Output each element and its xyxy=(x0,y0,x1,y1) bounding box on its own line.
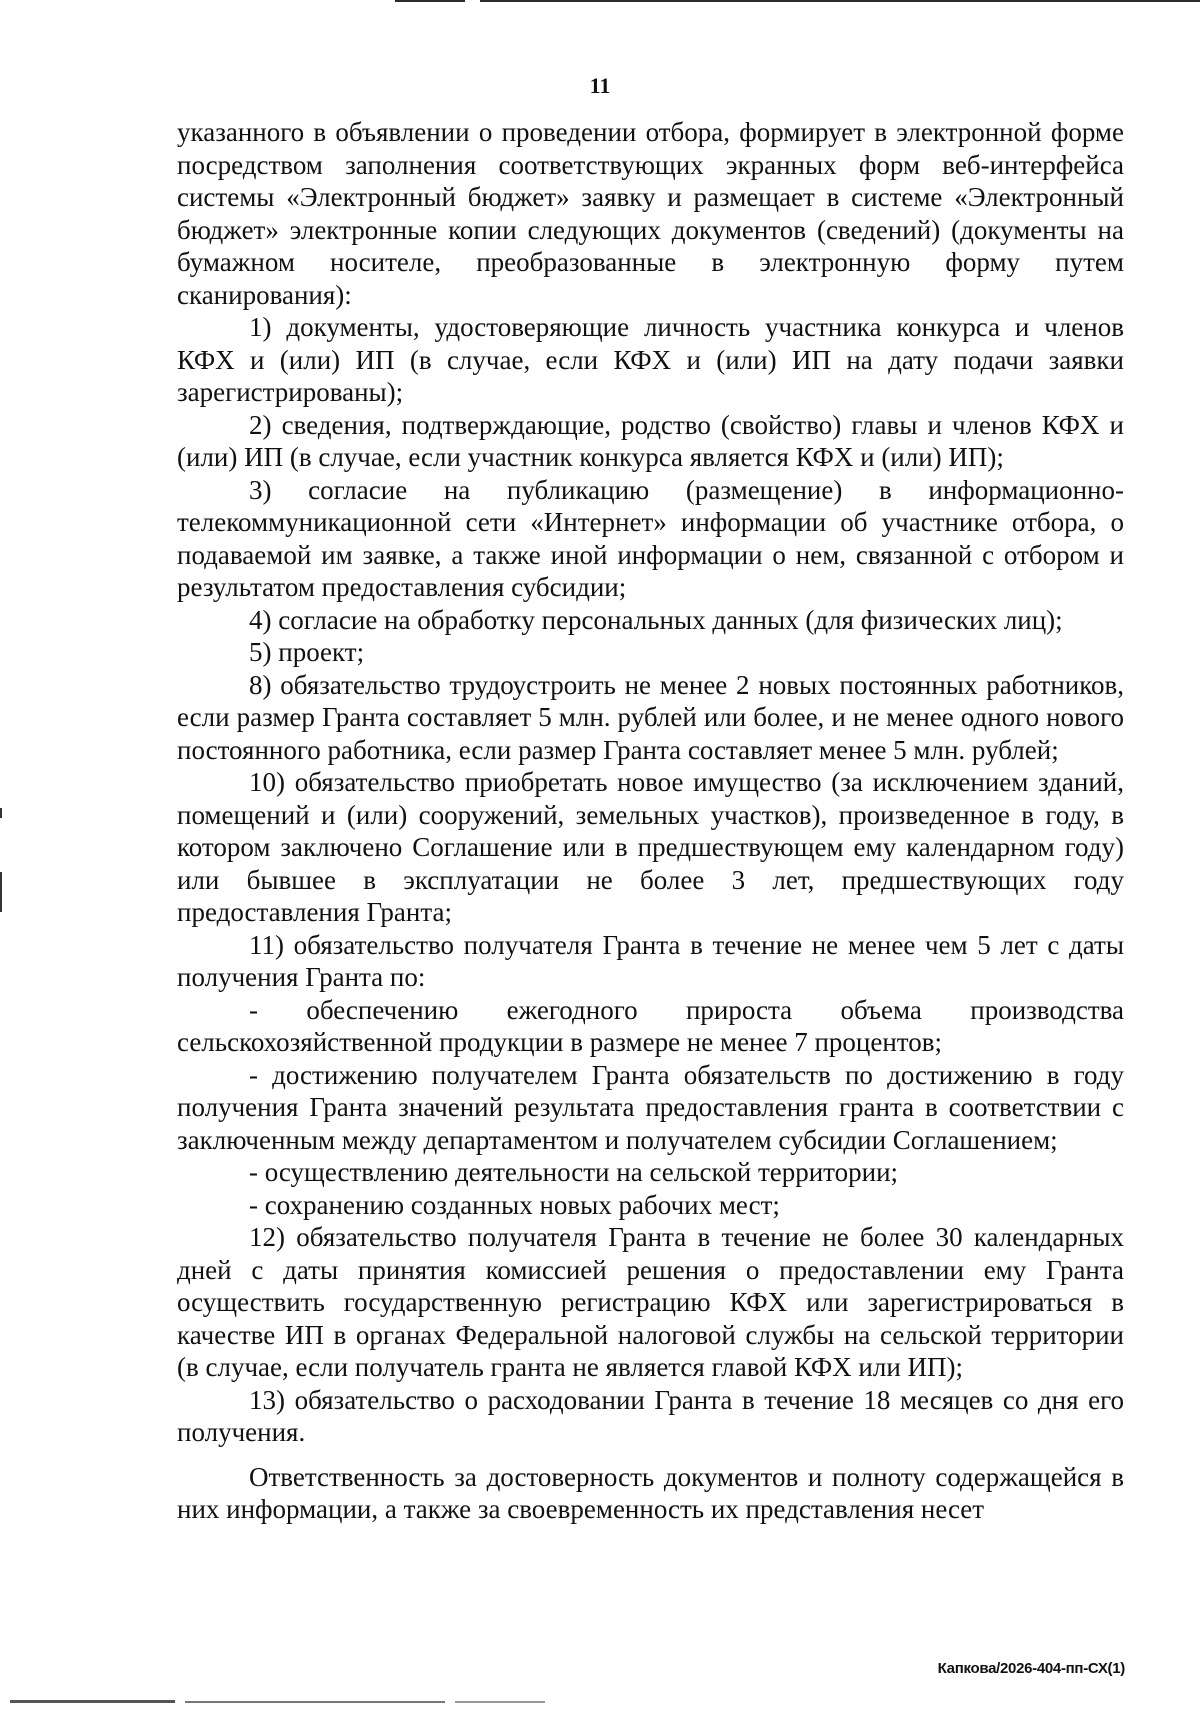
document-code: Капкова/2026-404-пп-СХ(1) xyxy=(937,1660,1125,1677)
list-item-1: 1) документы, удостоверяющие личность участника конкурса и членов КФХ и (или) ИП (в случае, если КФХ и (или) ИП на дату подачи заявки зарегистрированы); xyxy=(177,312,1124,407)
scan-edge-bottom xyxy=(455,1701,545,1703)
scan-edge-bottom xyxy=(185,1701,445,1703)
list-item-11: 11) обязательство получателя Гранта в течение не менее чем 5 лет с даты получения Гранта по: xyxy=(177,929,1124,992)
paragraph-responsibility: Ответственность за достоверность документов и полноту содержащейся в них информации, а также за своевременность их представления несет xyxy=(177,1461,1124,1524)
paragraph-continuation: указанного в объявлении о проведении отбора, формирует в электронной форме посредством заполнения соответствующих экранных форм веб-интерфейса системы «Электронный бюджет» заявку и размещает в системе «Электронный бюджет» электронные копии следующих документов (сведений) (документы на бумажном носителе, преобразованные в электронную форму путем сканирования): xyxy=(177,117,1124,310)
sub-item-rural-activity: - осуществлению деятельности на сельской территории; xyxy=(249,1157,899,1187)
list-item-12: 12) обязательство получателя Гранта в течение не более 30 календарных дней с даты принятия комиссией решения о предоставлении ему Гранта осуществить государственную регистрацию КФХ или зарегистрироваться в качестве ИП в органах Федеральной налоговой службы на сельской территории (в случае, если получатель гранта не является главой КФХ или ИП); xyxy=(177,1222,1124,1382)
list-item-5: 5) проект; xyxy=(249,637,365,667)
list-item-3: 3) согласие на публикацию (размещение) в информационно-телекоммуникационной сети «Интернет» информации об участнике отбора, о подаваемой им заявке, а также иной информации о нем, связанной с отбором и результатом предоставления субсидии; xyxy=(177,474,1124,602)
list-item-8: 8) обязательство трудоустроить не менее 2 новых постоянных работников, если размер Гранта составляет 5 млн. рублей или более, и не менее одного нового постоянного работника, если размер Гранта составляет менее 5 млн. рублей; xyxy=(177,669,1124,765)
sub-item-jobs: - сохранению созданных новых рабочих мест; xyxy=(249,1189,780,1220)
scan-margin-mark xyxy=(0,808,2,818)
scan-edge-top xyxy=(480,0,1200,2)
sub-item-growth: - обеспечению ежегодного прироста объема производства сельскохозяйственной продукции в размере не менее 7 процентов; xyxy=(177,994,1124,1057)
scan-margin-mark xyxy=(0,872,2,912)
list-item-13: 13) обязательство о расходовании Гранта в течение 18 месяцев со дня его получения. xyxy=(177,1384,1124,1447)
list-item-2: 2) сведения, подтверждающие, родство (свойство) главы и членов КФХ и (или) ИП (в случае, если участник конкурса является КФХ и (или) ИП); xyxy=(177,409,1124,472)
sub-item-results: - достижению получателем Гранта обязательств по достижению в году получения Гранта значений результата предоставления гранта в соответствии с заключенным между департаментом и получателем субсидии Соглашением; xyxy=(177,1059,1124,1155)
page-body xyxy=(177,116,1124,1526)
list-item-10: 10) обязательство приобретать новое имущество (за исключением зданий, помещений и (или) сооружений, земельных участков), произведенное в году, в котором заключено Соглашение или в предшествующем ему календарном году) или бывшее в эксплуатации не более 3 лет, предшествующих году предоставления Гранта; xyxy=(177,767,1124,927)
list-item-4: 4) согласие на обработку персональных данных (для физических лиц); xyxy=(249,604,1063,635)
scan-edge-bottom xyxy=(10,1700,175,1703)
page-number: 11 xyxy=(589,73,611,98)
scan-edge-top xyxy=(395,0,465,2)
